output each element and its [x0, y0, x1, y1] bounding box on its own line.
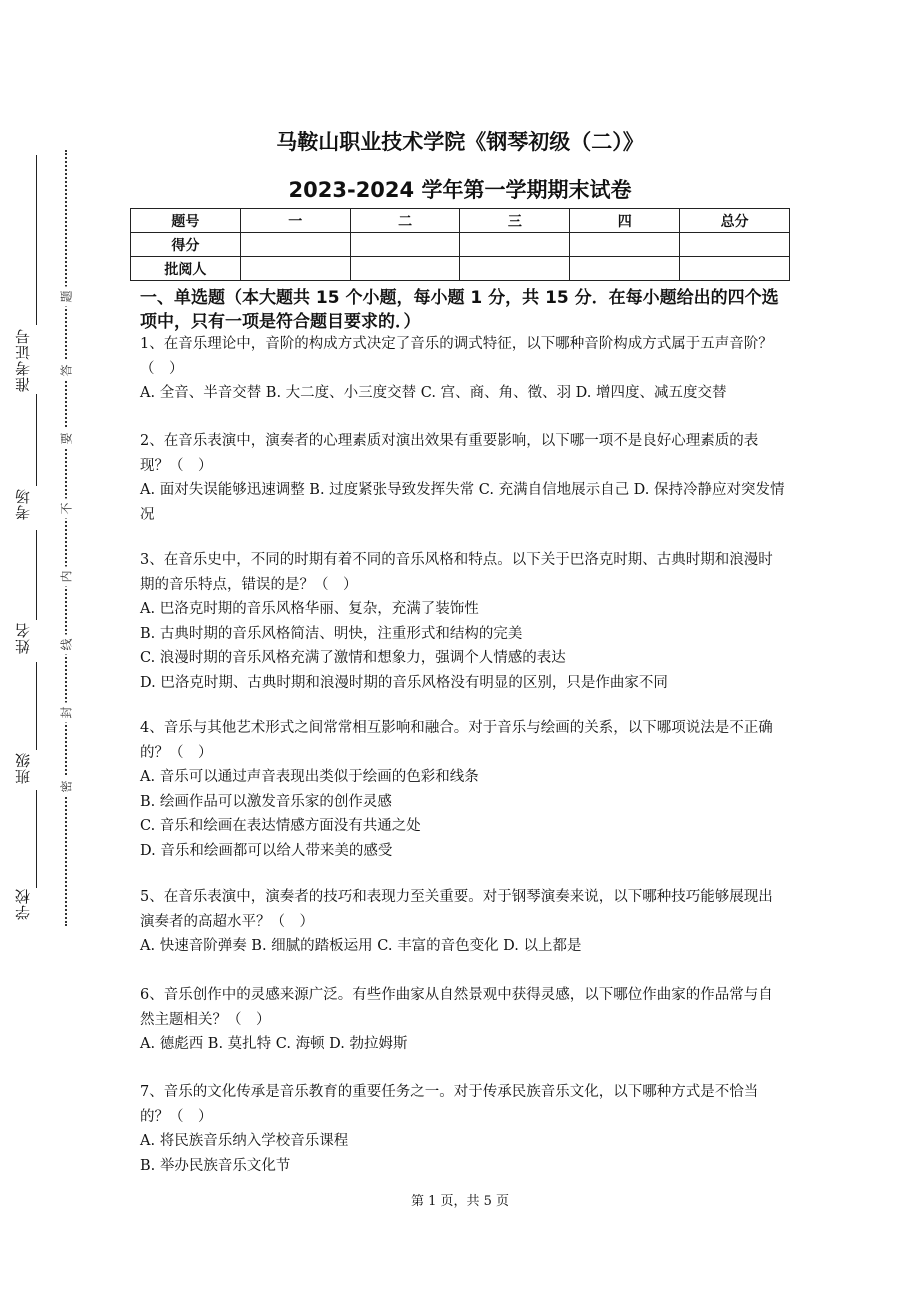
grader-row [131, 257, 790, 281]
question-options: A. 德彪西 B. 莫扎特 C. 海顿 D. 勃拉姆斯 [140, 1036, 408, 1052]
question-stem: 7、音乐的文化传承是音乐教育的重要任务之一。对于传承民族音乐文化，以下哪种方式是不恰当的？（ ） [140, 1084, 759, 1125]
exam-room-field-label: 考场 [14, 488, 32, 520]
option-c: C. 音乐和绘画在表达情感方面没有共通之处 [140, 818, 421, 834]
question-6 [140, 983, 785, 1057]
section-heading: 一、单选题（本大题共 15 个小题，每小题 1 分，共 15 分．在每小题给出的四个选项中，只有一项是符合题目要求的．） [140, 288, 779, 332]
option-d: D. 音乐和绘画都可以给人带来美的感受 [140, 842, 393, 859]
score-cell[interactable] [680, 233, 790, 257]
score-cell[interactable] [240, 233, 350, 257]
question-5 [140, 885, 785, 959]
score-cell[interactable] [460, 233, 570, 257]
question-stem: 1、在音乐理论中，音阶的构成方式决定了音乐的调式特征，以下哪种音阶构成方式属于五声音阶？（ ） [140, 336, 773, 377]
grader-cell[interactable] [460, 257, 570, 281]
seal-char-yao: 要 [58, 429, 75, 449]
question-stem: 5、在音乐表演中，演奏者的技巧和表现力至关重要。对于钢琴演奏来说，以下哪种技巧能够展现出演奏者的高超水平？（ ） [140, 889, 773, 930]
score-header-cell: 一 [240, 209, 350, 233]
question-stem: 4、音乐与其他艺术形式之间常常相互影响和融合。对于音乐与绘画的关系，以下哪项说法是不正确的？（ ） [140, 720, 773, 761]
seal-char-xian: 线 [58, 635, 75, 655]
option-b: B. 举办民族音乐文化节 [140, 1157, 291, 1174]
score-header-cell: 二 [350, 209, 460, 233]
question-3 [140, 548, 785, 695]
score-header-cell: 题号 [131, 209, 241, 233]
score-row-label: 得分 [131, 233, 241, 257]
score-header-cell: 四 [570, 209, 680, 233]
grader-cell[interactable] [350, 257, 460, 281]
question-1 [140, 332, 785, 406]
exam-room-field-line[interactable] [36, 394, 37, 486]
option-c: C. 浪漫时期的音乐风格充满了激情和想象力，强调个人情感的表达 [140, 650, 566, 666]
question-stem: 6、音乐创作中的灵感来源广泛。有些作曲家从自然景观中获得灵感，以下哪位作曲家的作品常与自然主题相关？（ ） [140, 987, 773, 1028]
seal-char-feng: 封 [58, 703, 75, 723]
exam-subtitle: 2023-2024 学年第一学期期末试卷 [288, 178, 632, 202]
score-header-cell: 总分 [680, 209, 790, 233]
option-b: B. 绘画作品可以激发音乐家的创作灵感 [140, 793, 392, 810]
question-2 [140, 429, 785, 527]
score-cell[interactable] [570, 233, 680, 257]
seal-char-da: 答 [58, 361, 75, 381]
grader-cell[interactable] [680, 257, 790, 281]
score-header-cell: 三 [460, 209, 570, 233]
option-b: B. 古典时期的音乐风格简洁、明快，注重形式和结构的完美 [140, 625, 523, 642]
name-field-label: 姓名 [14, 622, 32, 654]
option-a: A. 音乐可以通过声音表现出类似于绘画的色彩和线条 [140, 769, 479, 785]
page-number: 第 1 页，共 5 页 [410, 1194, 510, 1209]
exam-id-field-line[interactable] [36, 155, 37, 325]
option-a: A. 巴洛克时期的音乐风格华丽、复杂，充满了装饰性 [140, 601, 479, 617]
exam-id-field-label: 准考证号 [14, 328, 32, 392]
class-field-label: 班级 [14, 752, 32, 784]
school-field-line[interactable] [36, 790, 37, 888]
question-4 [140, 716, 785, 863]
score-table [130, 208, 790, 281]
seal-dotted-line [65, 150, 67, 926]
name-field-line[interactable] [36, 530, 37, 620]
seal-char-ti: 题 [58, 287, 75, 307]
seal-char-mi: 密 [58, 777, 75, 797]
grader-row-label: 批阅人 [131, 257, 241, 281]
score-row [131, 233, 790, 257]
exam-title: 马鞍山职业技术学院《钢琴初级（二）》 [276, 130, 644, 154]
school-field-label: 学校 [14, 888, 32, 920]
question-options: A. 快速音阶弹奏 B. 细腻的踏板运用 C. 丰富的音色变化 D. 以上都是 [140, 938, 582, 954]
grader-cell[interactable] [240, 257, 350, 281]
class-field-line[interactable] [36, 662, 37, 750]
seal-char-nei: 内 [58, 567, 75, 587]
question-7 [140, 1080, 785, 1178]
grader-cell[interactable] [570, 257, 680, 281]
question-options: A. 全音、半音交替 B. 大二度、小三度交替 C. 宫、商、角、徵、羽 D. 增四度、减五度交替 [140, 385, 727, 401]
score-cell[interactable] [350, 233, 460, 257]
question-options: A. 面对失误能够迅速调整 B. 过度紧张导致发挥失常 C. 充满自信地展示自己 D. 保持冷静应对突发情况 [140, 482, 785, 523]
option-d: D. 巴洛克时期、古典时期和浪漫时期的音乐风格没有明显的区别，只是作曲家不同 [140, 674, 668, 691]
option-a: A. 将民族音乐纳入学校音乐课程 [140, 1133, 349, 1149]
score-table-header-row [131, 209, 790, 233]
seal-char-bu: 不 [58, 499, 75, 519]
question-stem: 2、在音乐表演中，演奏者的心理素质对演出效果有重要影响，以下哪一项不是良好心理素质的表现？（ ） [140, 433, 759, 474]
question-stem: 3、在音乐史中，不同的时期有着不同的音乐风格和特点。以下关于巴洛克时期、古典时期和浪漫时期的音乐特点，错误的是？（ ） [140, 552, 773, 593]
